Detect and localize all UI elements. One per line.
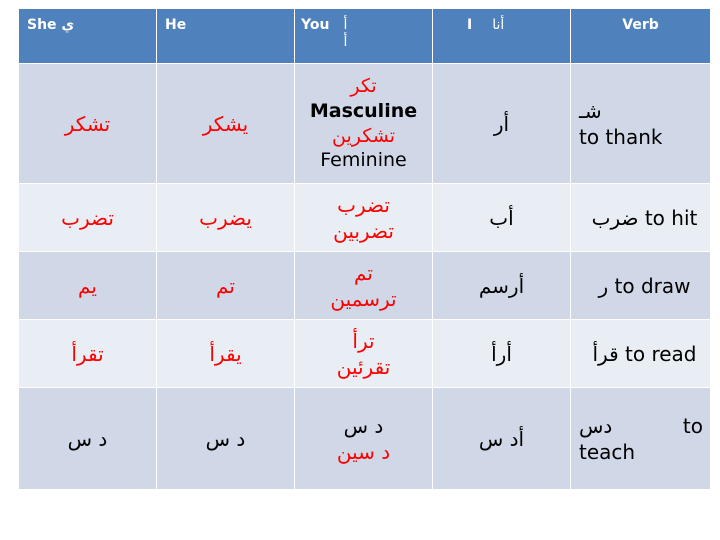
you-masculine-label: Masculine [309,99,418,122]
conjugation-table [18,8,711,490]
header-she [19,9,157,64]
verb-to: to [682,413,703,438]
he-form: يشكر [202,111,249,136]
verb-english: to read [625,341,697,366]
cell-verb [571,252,711,320]
verb-arabic: دس [579,413,613,438]
cell-she [19,184,157,252]
verb-arabic: قرأ [592,341,619,366]
cell-verb [571,184,711,252]
verb-arabic: شـ [579,98,602,123]
header-i-label: I [467,17,473,33]
header-she-label: She ي [27,17,75,33]
header-i [433,9,571,64]
i-form: أرأ [491,341,512,366]
table-row [19,388,711,490]
header-you-arabic-1: أ [343,17,348,33]
cell-he [157,252,295,320]
cell-i [433,388,571,490]
cell-she [19,388,157,490]
he-form: د س [205,426,246,451]
she-form: تضرب [61,205,114,230]
header-you [295,9,433,64]
cell-she [19,252,157,320]
header-i-arabic: أنا [492,17,505,33]
header-he [157,9,295,64]
table-row [19,320,711,388]
cell-she [19,320,157,388]
verb-english: to draw [614,273,691,298]
he-form: تم [216,273,235,298]
you-feminine-label: Feminine [320,149,407,172]
you-masculine-form: تم [354,260,373,285]
she-form: د س [67,426,108,451]
i-form: أد س [478,426,525,451]
cell-i [433,252,571,320]
you-feminine-form: د سين [336,439,391,464]
she-form: يم [78,273,97,298]
verb-english: to hit [644,205,698,230]
cell-i [433,64,571,184]
she-form: تشكر [64,111,111,136]
you-masculine-form: د س [343,413,384,438]
cell-you [295,388,433,490]
cell-verb [571,320,711,388]
you-feminine-form: تضربين [333,218,394,243]
cell-he [157,64,295,184]
verb-arabic: ر [598,273,609,298]
header-you-label: You [301,17,330,33]
you-feminine-form: تشكرين [332,124,395,147]
cell-verb [571,64,711,184]
table-row [19,252,711,320]
cell-you [295,320,433,388]
i-form: أب [489,205,514,230]
you-masculine-form: تضرب [337,192,390,217]
you-masculine-form: ترأ [352,328,375,353]
table-row [19,64,711,184]
cell-he [157,184,295,252]
cell-you [295,184,433,252]
you-masculine-form: تكر [350,75,377,98]
verb-english: teach [579,439,636,464]
cell-verb [571,388,711,490]
you-feminine-form: تقرئين [336,354,391,379]
i-form: أرسم [478,273,525,298]
she-form: تقرأ [71,341,104,366]
table-row [19,184,711,252]
cell-she [19,64,157,184]
header-row [19,9,711,64]
verb-arabic: ضرب [591,205,639,230]
header-verb-label: Verb [622,17,659,33]
cell-he [157,320,295,388]
verb-english: to thank [579,124,663,149]
header-you-arabic-2: أ [343,33,348,50]
header-he-label: He [165,17,187,33]
cell-i [433,320,571,388]
cell-you [295,252,433,320]
he-form: يقرأ [209,341,242,366]
i-form: أر [493,111,510,136]
cell-he [157,388,295,490]
header-verb [571,9,711,64]
cell-you [295,64,433,184]
he-form: يضرب [199,205,252,230]
you-feminine-form: ترسمين [330,286,397,311]
cell-i [433,184,571,252]
